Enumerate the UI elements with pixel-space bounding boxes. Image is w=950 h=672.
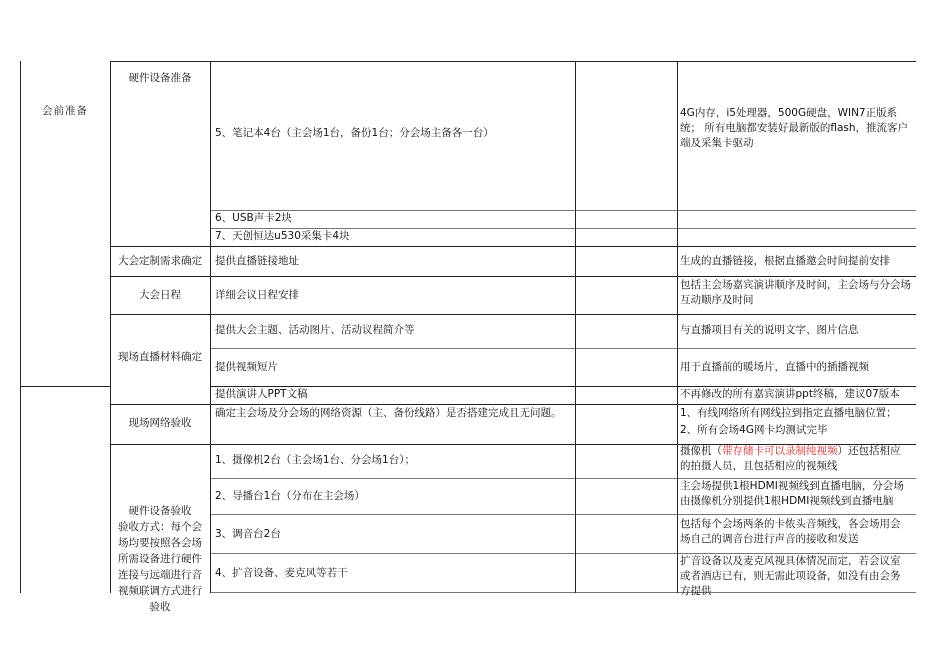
category-hardware-acceptance [113,503,207,615]
section-label: 会前准备 [42,105,88,117]
note-live-link: 生成的直播链接，根据直播邀会时间提前安排 [680,255,890,267]
category-schedule: 大会日程 [139,289,181,301]
note-network-1: 1、有线网络所有网线拉到指定直播电脑位置； [680,407,897,419]
category-requirement-confirm: 大会定制需求确定 [118,255,202,267]
note-ppt: 不再修改的所有嘉宾演讲ppt终稿，建议07版本 [680,388,900,400]
category-hardware-prep: 硬件设备准备 [128,72,192,84]
note-video-clips: 用于直播前的暖场片，直播中的插播视频 [680,361,869,373]
category-hardware-acceptance-title: 硬件设备验收 [128,505,192,517]
note-cameras-pre: 摄像机（ [680,445,722,457]
note-speakers-mics: 扩音设备以及麦克风视具体情况而定，若会议室或者酒店已有，则无需此项设备，如没有由会务方提供 [680,555,901,597]
item-live-link: 提供直播链接地址 [215,255,299,267]
item-schedule: 详细会议日程安排 [215,289,299,301]
category-materials: 现场直播材料确定 [118,351,202,363]
item-switcher: 2、导播台1台（分布在主会场） [215,490,365,502]
item-capture-card: 7、天创恒达u530采集卡4块 [215,230,350,242]
item-laptops: 5、笔记本4台（主会场1台，备份1台；分会场主备各一台） [215,127,494,139]
note-schedule: 包括主会场嘉宾演讲顺序及时间，主会场与分会场互动顺序及时间 [680,279,911,306]
note-mixer: 包括每个会场两条的卡侬头音频线，各会场用会场自己的调音台进行声音的接收和发送 [680,518,901,545]
note-network-2: 2、所有会场4G网卡均测试完毕 [680,424,828,436]
note-theme-materials: 与直播项目有关的说明文字、图片信息 [680,324,859,336]
item-cameras: 1、摄像机2台（主会场1台、分会场1台）； [215,454,415,466]
item-speakers-mics: 4、扩音设备、麦克风等若干 [215,567,348,579]
note-cameras-post: ）还包括相应的拍摄人员，且包括相应的视频线 [680,445,901,472]
item-video-clips: 提供视频短片 [215,361,278,373]
item-theme-materials: 提供大会主题、活动图片、活动议程简介等 [215,324,415,336]
item-usb-sound-card: 6、USB声卡2块 [215,212,292,224]
note-cameras [680,444,910,474]
note-switcher: 主会场提供1根HDMI视频线到直播电脑，分会场由摄像机分别提供1根HDMI视频线到直播电脑 [680,480,904,507]
note-laptops: 4G内存，i5处理器，500G硬盘，WIN7正版系统； 所有电脑都安装好最新版的flash，推流客户端及采集卡驱动 [680,107,909,149]
category-hardware-acceptance-method: 验收方式：每个会场均要按照各会场所需设备进行硬件连接与远端进行音视频联调方式进行验收 [118,521,202,613]
note-cameras-highlight: 带存储卡可以录制纯视频 [722,445,838,457]
item-mixer: 3、调音台2台 [215,528,281,540]
category-network: 现场网络验收 [128,417,192,429]
item-network: 确定主会场及分会场的网络资源（主、备份线路）是否搭建完成且无问题。 [215,407,562,419]
item-ppt: 提供演讲人PPT文稿 [215,388,308,400]
